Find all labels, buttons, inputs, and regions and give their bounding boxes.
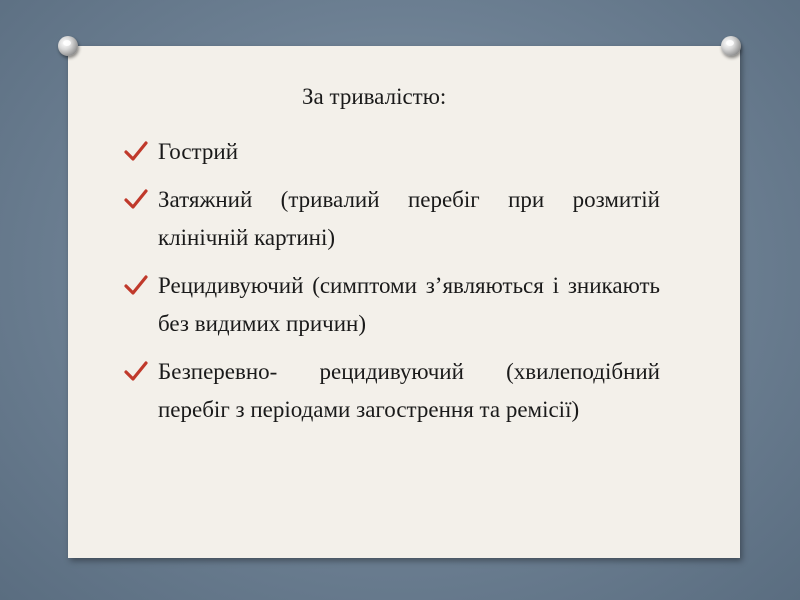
bullet-item [124,181,660,257]
bullet-text: Гострий [158,139,239,164]
bullet-text: Затяжний (тривалий перебіг при розмитій клінічній картині) [158,187,660,250]
bullet-text: Рецидивуючий (симптоми з’являються і зникають без видимих причин) [158,273,660,336]
checkmark-icon [124,359,148,383]
checkmark-icon [124,273,148,297]
bullet-item [124,133,660,171]
pushpin-icon [58,36,78,56]
checkmark-icon [124,187,148,211]
checkmark-icon [124,139,148,163]
bullet-list [124,133,660,439]
bullet-text: Безперевно- рецидивуючий (хвилеподібний перебіг з періодами загострення та ремісії) [158,359,660,422]
slide-title: За тривалістю: [302,84,447,109]
pushpin-icon [721,36,741,56]
bullet-item [124,353,660,429]
bullet-item [124,267,660,343]
